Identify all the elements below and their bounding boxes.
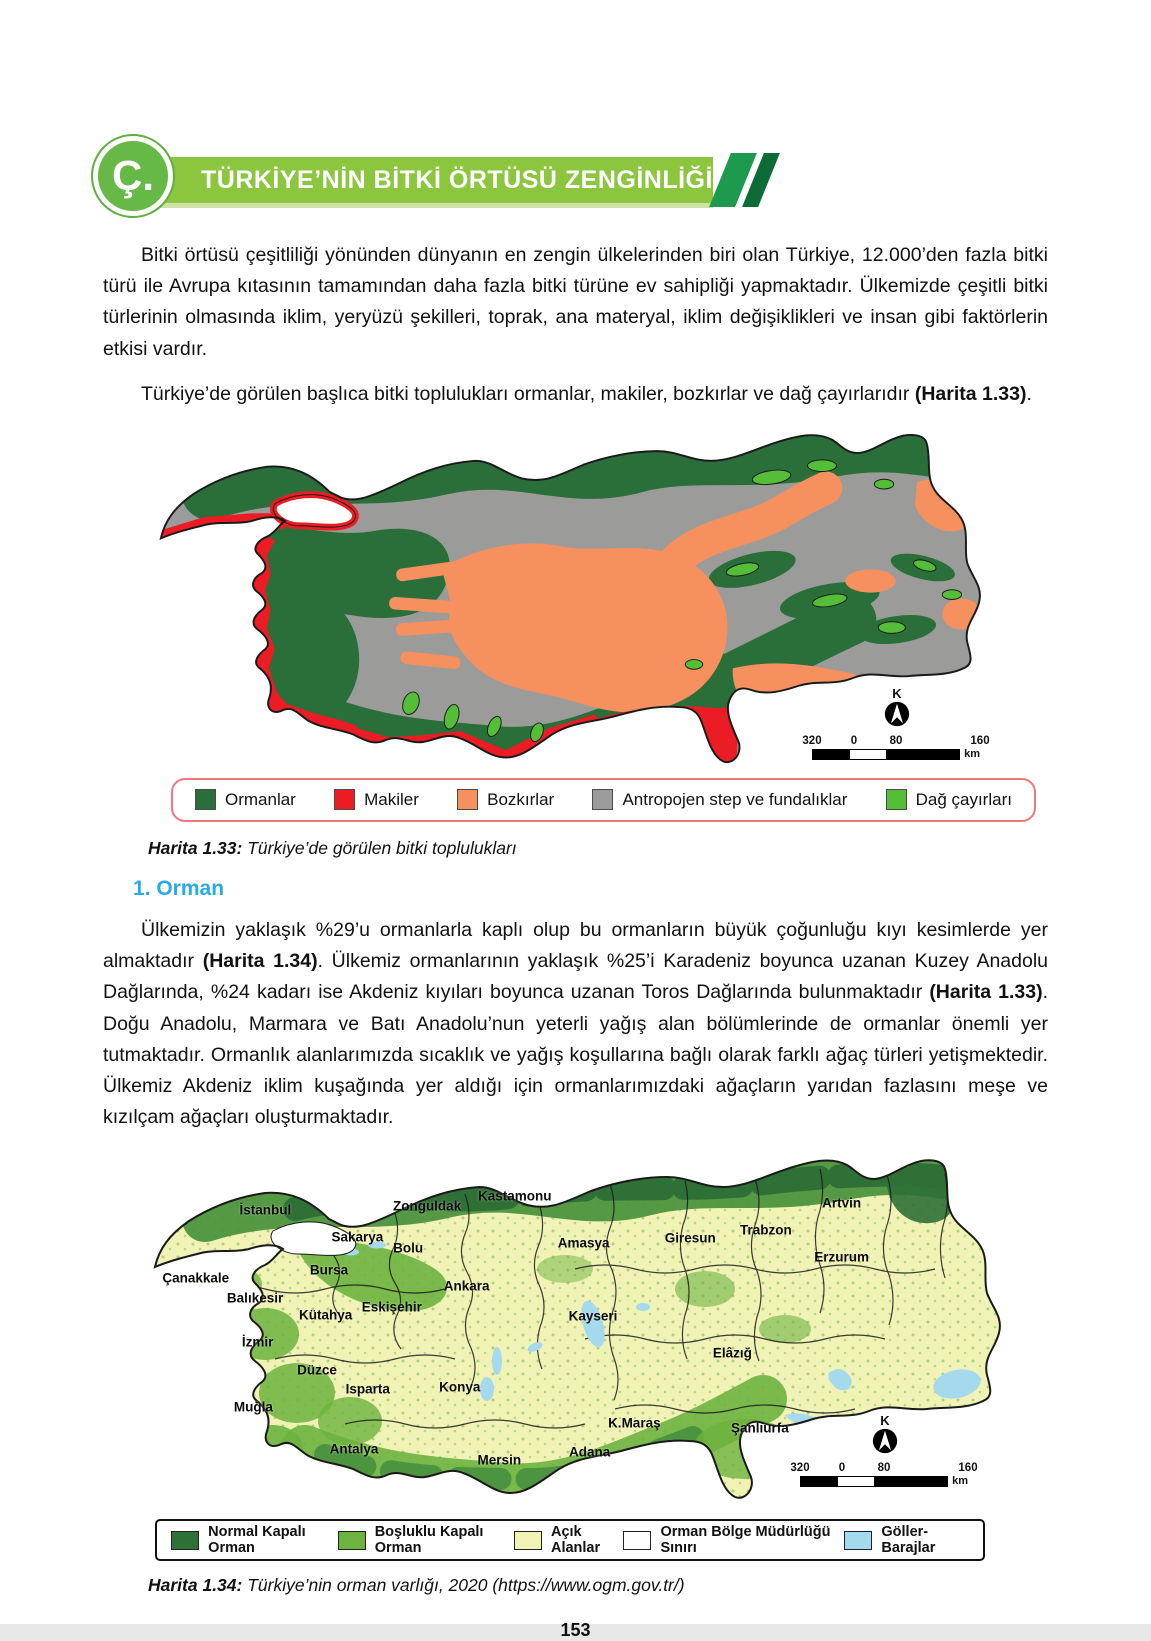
city-label: Erzurum [814, 1249, 869, 1265]
legend-item [334, 789, 419, 810]
city-label: Kastamonu [478, 1188, 552, 1204]
caption-text: Türkiye’nin orman varlığı, 2020 (https://www.ogm.gov.tr/) [247, 1575, 685, 1596]
legend-item [844, 1524, 969, 1556]
legend-swatch [334, 789, 355, 810]
city-label: Mersin [477, 1452, 522, 1468]
legend-item [592, 789, 847, 810]
caption-label: Harita 1.33: [148, 837, 243, 858]
legend-swatch [592, 789, 613, 810]
map2-scalebar [790, 1413, 978, 1488]
legend-label: Antropojen step ve fundalıklar [622, 789, 848, 809]
compass-north-icon: K [870, 1414, 900, 1460]
legend-label: Normal Kapalı Orman [208, 1524, 306, 1557]
city-label: Çanakkale [162, 1270, 230, 1286]
scale-ticks: 0 80 160 320 [790, 1462, 978, 1475]
legend-label: Orman Bölge Müdürlüğü Sınırı [660, 1524, 831, 1557]
chapter-badge-letter: Ç. [98, 141, 168, 211]
legend-swatch [171, 1531, 199, 1550]
map-forest-figure [103, 1147, 1048, 1565]
map1-caption [148, 838, 1048, 859]
city-label: Şanlıurfa [731, 1420, 789, 1436]
map1-scalebar [802, 685, 990, 760]
legend-item [195, 789, 296, 810]
paragraph-plant-communities: Türkiye’de görülen başlıca bitki toplulukları ormanlar, makiler, bozkırlar ve dağ çayırlarıdır (Harita 1.33). [141, 382, 1032, 405]
city-label: İzmir [241, 1334, 274, 1350]
map1-legend [171, 778, 1036, 822]
city-label: Amasya [557, 1235, 610, 1251]
legend-label: Boşluklu Kapalı Orman [374, 1524, 484, 1557]
city-label: Artvin [822, 1195, 862, 1211]
city-label: İstanbul [239, 1202, 292, 1218]
city-label: Ankara [443, 1278, 490, 1294]
paragraph-forest: Ülkemizin yaklaşık %29’u ormanlarla kaplı olup bu ormanların büyük çoğunluğu kıyı kesimlerde yer almaktadır (Harita 1.34). Ülkemiz ormanlarının yaklaşık %25’i Karadeniz boyunca uzanan Kuzey Anadolu Dağlarında, %24 kadarı ise Akdeniz kıyıları boyunca uzanan Toros Dağlarında bulunmaktadır (Harita 1.33). Doğu Anadolu, Marmara ve Batı Anadolu’nun yeterli yağış alan bölümlerinde de ormanlar önemli yer tutmaktadır. Ormanlık alanlarımızda sıcaklık ve yağış koşullarına bağlı olarak farklı ağaç türleri yetişmektedir. Ülkemiz Akdeniz iklim kuşağında yer aldığı için ormanlarımızdaki ağaçların yarıdan fazlasını meşe ve kızılçam ağaçları oluşturmaktadır. [103, 918, 1049, 1129]
legend-swatch [338, 1531, 366, 1550]
map1-marmara-sea [273, 495, 355, 528]
caption-label: Harita 1.34: [148, 1575, 243, 1596]
map-vegetation-figure [103, 424, 1048, 828]
city-label: Sakarya [331, 1229, 384, 1245]
legend-label: Bozkırlar [487, 789, 555, 809]
compass-north-icon: K [882, 687, 912, 733]
legend-swatch [623, 1531, 651, 1550]
city-label: Kütahya [298, 1307, 353, 1323]
title-banner [155, 157, 713, 203]
city-label: Trabzon [740, 1222, 792, 1238]
city-label: Muğla [233, 1399, 273, 1415]
scale-bar [812, 749, 960, 760]
legend-label: Ormanlar [225, 789, 296, 809]
legend-item [886, 789, 1012, 810]
legend-label: Dağ çayırları [915, 789, 1012, 809]
scale-bar [800, 1476, 948, 1487]
scale-ticks: 0 80 160 320 [802, 734, 990, 747]
city-label: Bursa [309, 1262, 349, 1278]
legend-swatch [886, 789, 907, 810]
legend-label: Açık Alanlar [550, 1524, 601, 1557]
legend-item [457, 789, 554, 810]
city-label: Giresun [664, 1230, 716, 1246]
chapter-badge [91, 134, 175, 218]
legend-swatch [195, 789, 216, 810]
city-label: K.Maraş [608, 1415, 661, 1431]
page-title: TÜRKİYE’NİN BİTKİ ÖRTÜSÜ ZENGİNLİĞİ [201, 165, 713, 194]
legend-label: Makiler [364, 789, 419, 809]
legend-swatch [457, 789, 478, 810]
city-label: Elâzığ [712, 1345, 752, 1361]
paragraph-intro: Bitki örtüsü çeşitliliği yönünden dünyanın en zengin ülkelerinden biri olan Türkiye, 12.000’den fazla bitki türü ile Avrupa kıtasının tamamından daha fazla bitki türüne ev sahipliği yapmaktadır. Ülkemizde çeşitli bitki türlerinin olmasında iklim, yeryüzü şekilleri, toprak, ana materyal, iklim değişiklikleri ve insan gibi faktörlerin etkisi vardır. [103, 244, 1048, 360]
legend-swatch [514, 1531, 542, 1550]
city-label: Düzce [297, 1362, 337, 1378]
legend-item [623, 1524, 844, 1556]
city-label: Adana [568, 1444, 611, 1460]
city-label: Balıkesir [226, 1290, 284, 1306]
legend-item [514, 1524, 623, 1556]
city-label: Konya [439, 1379, 481, 1395]
map2-legend [155, 1519, 985, 1561]
city-label: Bolu [393, 1240, 424, 1256]
city-label: Isparta [345, 1381, 390, 1397]
scale-unit: km [952, 1475, 968, 1488]
city-label: Kayseri [568, 1308, 618, 1324]
scale-unit: km [964, 747, 980, 760]
legend-swatch [844, 1531, 872, 1550]
city-label: Zonguldak [392, 1198, 462, 1214]
legend-label: Göller-Barajlar [881, 1524, 936, 1557]
legend-item [171, 1524, 338, 1556]
section-header [103, 140, 1048, 226]
map2-caption [148, 1575, 1048, 1596]
city-label: Eskişehir [361, 1299, 422, 1315]
page-number: 153 [560, 1620, 591, 1641]
legend-item [338, 1524, 514, 1556]
caption-text: Türkiye’de görülen bitki toplulukları [247, 837, 517, 858]
city-label: Antalya [329, 1441, 379, 1457]
section-heading: 1. Orman [133, 876, 225, 900]
